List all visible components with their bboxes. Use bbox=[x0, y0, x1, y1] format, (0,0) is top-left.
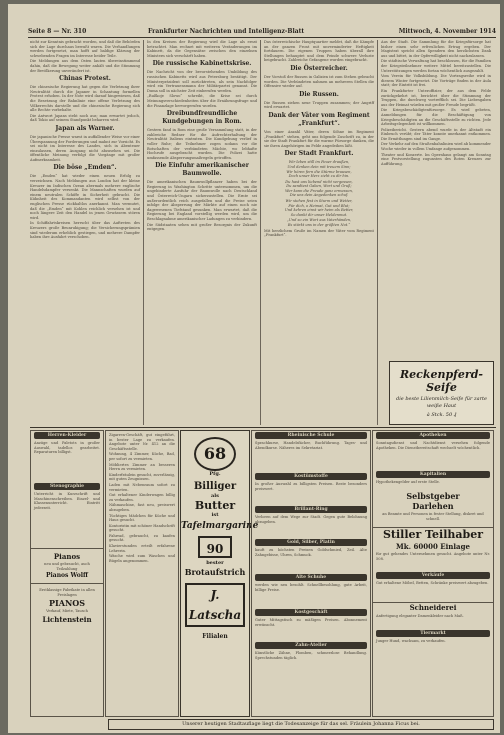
ad-section-rule bbox=[30, 427, 496, 428]
masthead-title: Frankfurter Nachrichten und Intelligenz-Blatt bbox=[148, 28, 305, 35]
ad-heading: Kostgeschäft bbox=[255, 609, 367, 616]
ad-heading: Rheinische Schule bbox=[255, 432, 367, 439]
tailor-ad-title: Schneiderei bbox=[373, 602, 493, 613]
margarine-price-unit: Pfg. bbox=[209, 471, 221, 477]
piano-ad-firm: Pianos Wolff bbox=[46, 572, 88, 580]
page-header bbox=[28, 28, 496, 40]
ad-heading: Kapitalien bbox=[376, 471, 490, 478]
margarine-firm: J. Latscha bbox=[185, 583, 245, 627]
article-title: Die böse „Emden“. bbox=[53, 164, 117, 172]
ad-heading: Tiermarkt bbox=[376, 630, 490, 637]
lender-ad-title: Selbstgeber bbox=[406, 491, 460, 501]
footer-notice: Unserer heutigen Stadtauflage liegt die Todesanzeige für das sel. Fräulein Johanna Ficus bei. bbox=[108, 719, 494, 730]
column-3: Das österreichische Hauptquartier meldet, daß die Kämpfe an der ganzen Front mit unverminderter Heftigkeit fortdauern. Die eigenen Truppen haben überall ihre Stellungen behauptet und dem Feinde schwere Verluste beigebracht. Zahlreiche Gefangene wurden eingebracht. Die Österreicher. Der Vorstoß der Russen in Galizien ist zum Stehen gebracht worden. Die Verbündeten nahmen an mehreren Stellen die Offensive wieder auf. Die Russen. Die Russen ziehen neue Truppen zusammen; der Angriff wird erwartet. Dank der Väter vom Regiment „Frankfurt“. Von einer Anzahl Väter, deren Söhne im Regiment „Frankfurt“ stehen, geht uns folgende Zuschrift zu, in der sie der Stadt Frankfurt für die warme Fürsorge danken, die sie ihren Angehörigen im Felde angedeihen läßt. Der Stadt Frankfurt. Wir leben still im Feuer draußen, Und denken dein mit treuem Sinn; Wir hören fern die Stürme brausen, Doch unser Herz zieht zu dir hin. Du hast uns liebend nicht vergessen, Du sandtest Gaben, Wort und Gruß; Wer kann die Freude ganz ermessen, Die uns dein Angedenken schuf. Wir stehen fest in Sturm und Wetter, Für dich, o Heimat, Gut und Blut; Und kehren einst wir heim als Retter, So dankt dir unser Heldenmut. „Und so ein Wort aus Vaterhänden, Es stärkt uns in der größten Not.“ Mit herzlichem Gruße im Namen der Väter vom Regiment „Frankfurt“. bbox=[264, 40, 374, 238]
margarine-butter: Butter bbox=[194, 499, 236, 512]
newspaper-page bbox=[8, 4, 500, 733]
article-title: Die russische Kabinettskrise. bbox=[152, 60, 252, 68]
ad-heading: Apotheken bbox=[376, 432, 490, 439]
margarine-advertisement bbox=[180, 430, 259, 717]
loan-ad-title: Darlehen bbox=[412, 501, 454, 511]
article-title: Die Österreicher. bbox=[290, 64, 348, 72]
soap-brand: Reckenpferd-Seife bbox=[400, 368, 483, 394]
column-4: Aus der Stadt. Die Sammlung für die Kriegsfürsorge hat bisher einen sehr erfreulichen Ertrag ergeben. Der Magistrat spricht allen Spendern den herzlichsten Dank aus und bittet, in der Opferwilligkeit nicht nachzulassen. Die städtische Verwaltung hat beschlossen, für die Familien der Kriegsteilnehmer weitere Mittel bereitzustellen. Die Unterstützungen werden fortan wöchentlich ausgezahlt. Vom Verein für Volksbildung. Die Vortragsreihe wird in diesem Winter fortgesetzt. Die Vorträge finden in der Aula statt; der Eintritt ist frei. Ein Frankfurter Unteroffizier, der aus dem Felde zurückgekehrt ist, berichtet über die Stimmung der Truppen, die durchweg vortrefflich sei. Die Liebesgaben aus der Heimat würden mit großer Freude begrüßt. Die Kriegsbeschädigtenfürsorge. Es wird gebeten, Anmeldungen für die Beschäftigung von Kriegsbeschädigten an die Geschäftsstelle zu richten. Jede Arbeitsgelegenheit ist willkommen. Polizeibericht. Gestern abend wurde in der Altstadt ein Einbruch verübt; der Täter konnte unerkannt entkommen. Die Ermittlungen sind im Gange. Der Verkehr auf den Straßenbahnlinien wird ab kommender Woche wieder in vollem Umfange aufgenommen. Theater und Konzerte. Im Opernhaus gelangt am Sonntag eine Festvorstellung zugunsten des Roten Kreuzes zur Aufführung. bbox=[381, 40, 492, 166]
article-title: Chinas Protest. bbox=[59, 75, 111, 83]
margarine-is: ist bbox=[211, 512, 219, 518]
issue-date: Mittwoch, 4. November 1914 bbox=[398, 28, 496, 35]
classified-left-2: Zigarren-Geschäft, gut eingeführt, in bester Lage zu verkaufen. Angebote unter Nr. 412 an die Geschäftsstelle. Wohnung, 4 Zimmer, Küche, Bad, per sofort zu vermieten. Möbliertes Zimmer an besseren Herrn zu vermieten. Kinderfräulein gesucht, zuverlässig, mit guten Zeugnissen. Laden mit Nebenraum sofort zu vermieten. Gut erhaltener Kinderwagen billig zu verkaufen. Nähmaschine, fast neu, preiswert abzugeben. Tüchtiges Mädchen für Küche und Haus gesucht. Kontoristin mit schöner Handschrift gesucht. Fahrrad, gebraucht, zu kaufen gesucht. Klavierstunden erteilt erfahrene Lehrerin. Wäsche wird zum Waschen und Bügeln angenommen. bbox=[105, 430, 179, 717]
soap-price: à Stck. 50 ₰ bbox=[426, 412, 457, 418]
column-rule bbox=[143, 40, 144, 425]
ad-heading: Verkäufe bbox=[376, 572, 490, 579]
ad-heading: Kostümstoffe bbox=[255, 473, 367, 480]
margarine-best: bester bbox=[206, 560, 224, 566]
ad-heading: Brillant-Ring bbox=[255, 506, 367, 513]
classified-center: Rheinische Schule Sprachkurse, Handelsfächer, Buchführung. Tages- und Abendkurse. Näheres im Sekretariat. Kostümstoffe In großer Auswahl zu billigsten Preisen. Reste besonders preiswert. Brillant-Ring Verloren auf dem Wege zur Stadt. Gegen gute Belohnung abzugeben. Gold, Silber, Platin kauft zu höchsten Preisen Goldschmied, Zeil. Alte Zahngebisse, Uhren, Schmuck. Alte Schuhe werden wie neu besohlt. Schnellbesohlung, gute Arbeit, billige Preise. Kostgeschäft Guter Mittagstisch zu mäßigen Preisen. Abonnement erwünscht. Zahn-Atelier Künstliche Zähne, Plomben, schmerzlose Behandlung. Sprechstunden täglich. bbox=[251, 430, 371, 717]
ad-heading: Alte Schuhe bbox=[255, 574, 367, 581]
article-title: Dank der Väter vom Regiment „Frankfurt“. bbox=[268, 111, 370, 127]
margarine-spread: Brotaufstrich bbox=[184, 567, 246, 577]
article-title: Die Russen. bbox=[299, 90, 339, 98]
column-1: nicht zur Kenntnis gebracht worden, und daß die Behörden sich der Lage durchaus bewußt waren. Die Verhandlungen werden fortgesetzt, man hofft auf baldige Klärung der schwebenden Fragen im Interesse beider Teile. Die Meldungen aus dem Osten lauten übereinstimmend dahin, daß die Bewegung weiter anhält und die Stimmung der Bevölkerung unverändert ist. Chinas Protest. Die chinesische Regierung hat gegen die Verletzung ihrer Neutralität durch die Japaner in Schantung formellen Protest erhoben. In der Note wird darauf hingewiesen, daß die Besetzung der Bahnlinie eine offene Verletzung des Völkerrechts darstelle und die chinesische Regierung sich alle Rechte vorbehalte. Die Antwort Japans steht noch aus; man erwartet jedoch, daß Tokio auf seinem Standpunkt beharren wird. Japan als Warner. Die japanische Presse warnt in auffallender Weise vor einer Überspannung der Forderungen und mahnt zur Vorsicht. Es sei nicht im Interesse des Landes, sich in Abenteuer einzulassen, deren Ausgang nicht abzusehen sei. Die öffentliche Meinung verfolgt die Vorgänge mit großer Aufmerksamkeit. Die böse „Emden“. Die „Emden“ hat wieder einen neuen Erfolg zu verzeichnen. Nach Meldungen aus London hat der kleine Kreuzer im Indischen Ozean abermals mehrere englische Handelsdampfer versenkt. Die Mannschaften wurden auf einem neutralen Schiffe in Sicherheit gebracht. Die Kühnheit des Kommandanten wird selbst von der englischen Presse rückhaltlos anerkannt. Man vermutet, daß die „Emden“ mit Kohlen reichlich versehen ist und noch längere Zeit den Handel in jenen Gewässern stören wird. In Schiffahrtskreisen herrscht über das Auftreten des Kreuzers große Beunruhigung; die Versicherungsprämien sind wiederum erheblich gestiegen, und mehrere Dampfer haben ihre Ausfahrt verschoben. bbox=[30, 40, 140, 240]
article-title: Japan als Warner. bbox=[55, 124, 115, 132]
soap-tagline: die beste Lilienmilch-Seife für zarte weiße Haut bbox=[396, 396, 487, 409]
ad-heading: Herren-Kleider bbox=[34, 432, 100, 439]
margarine-cheaper: Billiger bbox=[193, 481, 237, 492]
piano-ad-2-firm: Lichtenstein bbox=[42, 614, 92, 624]
column-rule bbox=[260, 40, 261, 425]
header-rule bbox=[28, 37, 496, 38]
page-number: Seite 8 — Nr. 310 bbox=[28, 28, 87, 35]
ad-heading: Zahn-Atelier bbox=[255, 642, 367, 649]
margarine-than: als bbox=[211, 493, 219, 499]
margarine-pound-price: 90 bbox=[206, 542, 224, 556]
piano-ad-2-title: PIANOS bbox=[48, 598, 86, 609]
column-rule bbox=[377, 40, 378, 425]
margarine-product: Tafelmargarine bbox=[181, 521, 259, 531]
article-title: Der Stadt Frankfurt. bbox=[284, 150, 354, 158]
article-title: Dreibundfreundliche Kundgebungen in Rom. bbox=[162, 110, 242, 126]
piano-ad-title: Pianos bbox=[53, 552, 81, 561]
ad-heading: Gold, Silber, Platin bbox=[255, 539, 367, 546]
ad-heading: Stenographie bbox=[34, 483, 100, 490]
margarine-price: 68 bbox=[203, 444, 227, 463]
soap-advertisement bbox=[389, 361, 494, 425]
partner-ad-title: Stiller Teilhaber bbox=[373, 527, 493, 542]
article-title: Die Einfuhr amerikanischer Baumwolle. bbox=[155, 162, 249, 178]
classified-right: Apotheken Sonntagsdienst und Nachtdienst versehen folgende Apotheken. Die Dienstbereitschaft wechselt wöchentlich. Kapitalien Hypothekengelder auf erste Stelle. Selbstgeber Darlehen an Beamte und Personen in fester Stellung, diskret und schnell. Stiller Teilhaber Mk. 60000 Einlage für gut gehendes Unternehmen gesucht. Angebote unter Nr. 508. Verkäufe Gut erhaltene Möbel, Betten, Schränke preiswert abzugeben. Schneiderei Anfertigung eleganter Damenkleider nach Maß. Tiermarkt Junger Hund, wachsam, zu verkaufen. bbox=[372, 430, 494, 717]
margarine-branches: Filialen bbox=[202, 633, 228, 640]
partner-ad-amount: Mk. 60000 Einlage bbox=[396, 542, 470, 551]
column-2: In den Kreisen der Regierung wird die Lage als ernst betrachtet. Man rechnet mit weiteren Veränderungen im Kabinett, da die Gegensätze zwischen den einzelnen Ministern sich verschärft haben. Die russische Kabinettskrise. Die Nachricht von der bevorstehenden Umbildung des russischen Kabinetts wird aus Petersburg bestätigt. Der Ministerpräsident soll zurücktreten, als sein Nachfolger wird ein Vertrauensmann der Militärpartei genannt. Die Duma soll in nächster Zeit einberufen werden. „Rußkoje Slowo“ schreibt, die Krise sei durch Meinungsverschiedenheiten über die Ernährungsfrage und die Finanzlage hervorgerufen worden. Dreibundfreundliche Kundgebungen in Rom. Gestern fand in Rom eine große Versammlung statt, in der zahlreiche Redner für die Aufrechterhaltung der Neutralität Italiens eintraten. Die Kundgebung verlief in voller Ruhe; die Teilnehmer zogen sodann vor die Botschaften der verbündeten Mächte, wo lebhafte Hochrufe ausgebracht wurden. Die Polizei hatte umfassende Absperrungsmaßregeln getroffen. Die Einfuhr amerikanischer Baumwolle. Die amerikanischen Baumwollpflanzer haben bei der Regierung in Washington Schritte unternommen, um die ungehinderte Ausfuhr der Baumwolle nach Deutschland und Österreich-Ungarn sicherzustellen. Die Ernte sei außerordentlich reich ausgefallen und die Preise seien infolge der Absperrung der Märkte auf einen noch nie dagewesenen Tiefstand gesunken. Man erwartet, daß die Regierung bei England vorstellig werden wird, um die Beschlagnahme amerikanischer Ladungen zu verhindern. Die Südstaaten sehen mit großer Besorgnis der Zukunft entgegen. bbox=[147, 40, 257, 232]
classified-left: Herren-Kleider Anzüge und Paletots in großer Auswahl, tadellos gearbeitet. Reparaturen billigst. Stenographie Unterricht in Kurzschrift und Maschinenschreiben. Einzel- und Klassenunterricht. Eintritt jederzeit. Pianos neu und gebraucht, auch Teilzahlung Pianos Wolff Erstklassige Fabrikate in allen Preislagen PIANOS Verkauf, Miete, Tausch Lichtenstein bbox=[30, 430, 104, 717]
